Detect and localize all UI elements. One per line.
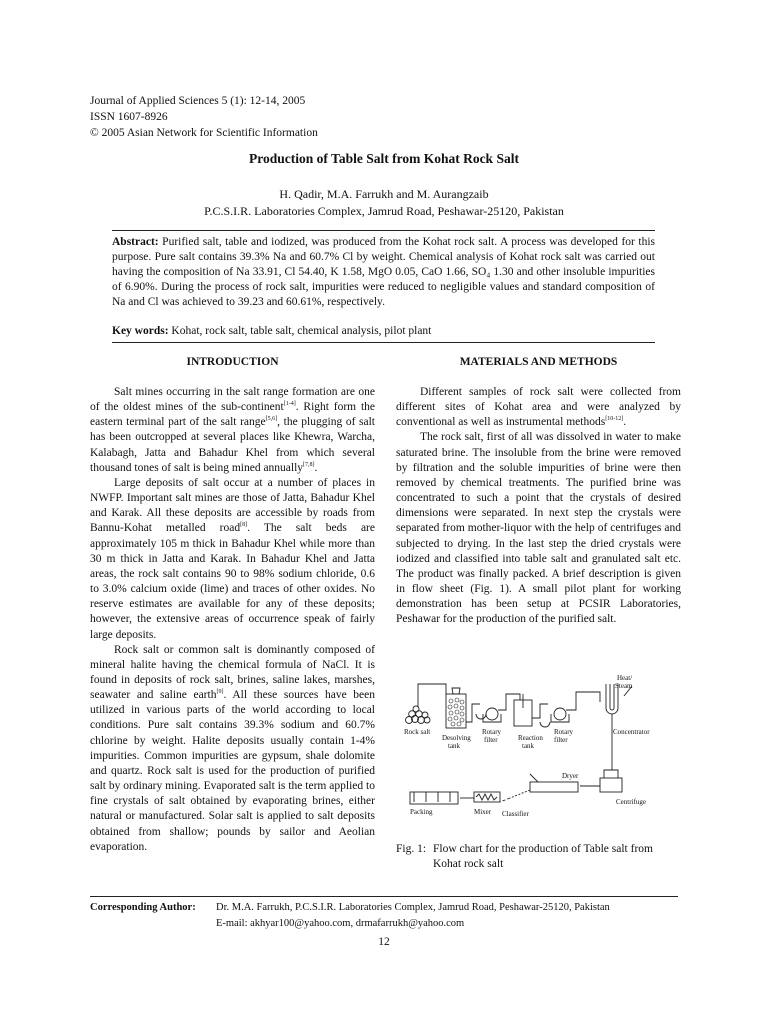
figure-caption-label: Fig. 1: [396,843,427,855]
abstract [112,235,655,310]
abstract-label: Abstract: [112,236,159,248]
methods-paragraph: Different samples of rock salt were collected from different sites of Kohat area and were analyzed by conventional as well as instrumental methods[10-12]. [396,386,681,429]
intro-paragraph: Salt mines occurring in the salt range formation are one of the oldest mines of the sub-continent[1-4]. Right form the eastern terminal part of the salt range[5,6], the plugging of salt has been outcropped at several places like Khewra, Warcha, Kalabagh, Jatta and Bahadur Khel from which several thousand tones of salt is being mined annually[7,8]. [90,386,375,474]
rotary-filter-1-icon [486,708,498,720]
label-rock-salt: Rock salt [404,728,431,736]
desolving-tank-icon [446,694,466,728]
label-rotary-1: Rotary [482,728,502,736]
keywords-label: Key words: [112,325,169,337]
label-filter-2: filter [554,736,568,744]
label-mixer: Mixer [474,808,492,816]
figure-caption-line-1: Flow chart for the production of Table salt from [433,843,653,855]
abstract-text: Purified salt, table and iodized, was produced from the Kohat rock salt. A process was developed for this purpose. Pure salt contains 39.3% Na and 60.7% Cl by weight. Chemical analysis of Kohat rock salt was carried out having the composition of Na 33.91, Cl 54.40, K 1.58, MgO 0.05, CaO 1.66, SO₄ 1.30 and other insoluble impurities of 6.90%. During the process of rock salt, impurities were reduced to negligible values and standard composition of Na and Cl was achieved to 39.23 and 60.61%, respectively. [112,236,655,308]
label-concentrator: Concentrator [613,728,650,736]
label-reaction-tank: tank [522,742,535,750]
flow-chart-figure [402,674,672,824]
label-reaction: Reaction [518,734,543,742]
intro-heading: INTRODUCTION [186,356,279,368]
footer-rule [90,896,678,897]
journal-citation: Journal of Applied Sciences 5 (1): 12-14, 2005 [90,95,306,107]
label-classifier: Classifier [502,810,529,818]
figure-caption-line-2: Kohat rock salt [433,858,504,870]
dryer-icon [530,782,578,792]
keywords-text: Kohat, rock salt, table salt, chemical analysis, pilot plant [171,325,432,337]
methods-heading: MATERIALS AND METHODS [459,356,618,368]
methods-body [396,385,681,628]
figure-caption [396,842,681,872]
label-dryer: Dryer [562,772,579,780]
packing-unit-icon [410,792,458,804]
keywords [112,325,655,337]
label-centrifuge: Centrifuge [616,798,646,806]
centrifuge-icon [600,778,622,792]
page-number: 12 [378,936,390,948]
pipe-bend-icon [476,714,486,719]
abstract-top-rule [112,230,655,231]
label-steam: Steam [615,682,633,690]
author-names: H. Qadir, M.A. Farrukh and M. Aurangzaib [279,187,489,201]
label-heat: Heat/ [617,674,633,682]
label-desolving-tank: tank [448,742,461,750]
intro-body [90,385,375,855]
journal-info [90,93,318,141]
journal-issn: ISSN 1607-8926 [90,111,168,123]
corresponding-author-email: E-mail: akhyar100@yahoo.com, drmafarrukh@yahoo.com [216,918,465,929]
intro-paragraph: Large deposits of salt occur at a number of places in NWFP. Important salt mines are those of Jatta, Bahadur Khel and Karak. All these deposits are accessible by roads from Bannu-Kohat metalled road[8]. The salt beds are approximately 105 m thick in Bahadur Khel while more than 30 m thick in Jatta and Karak. In Bahadur Khel and Jatta areas, the rock salt contains 90 to 98% sodium chloride, 0.6 to 3.0% calcium oxide (lime) and traces of other oxides. No reserve estimates are available for any of these deposits; however, the extensive areas of occurrence speak of fairly large deposits. [90,476,375,641]
authors-block [90,186,678,220]
journal-copyright: © 2005 Asian Network for Scientific Information [90,127,318,139]
rotary-filter-2-icon [554,708,566,720]
methods-paragraph: The rock salt, first of all was dissolved in water to make saturated brine. The insoluble from the brine were removed by filtration and the soluble impurities of brine were then removed by chemical treatments. The purified brine was concentrated to such a point that the crystals of desired dimensions were separated. In next step the crystals were separated from mother-liquor with the help of centrifuges and subjected to drying. In the last step the dried crystals were iodized and classified into table salt and granulated salt etc. The product was finally packed. A brief description is given in flow sheet (Fig. 1). A small pilot plant for working demonstration has been setup at PCSIR Laboratories, Peshawar for the production of the purified salt. [396,431,681,626]
corresponding-author-label: Corresponding Author: [90,902,196,913]
affiliation: P.C.S.I.R. Laboratories Complex, Jamrud Road, Peshawar-25120, Pakistan [204,204,564,218]
label-desolving: Desolving [442,734,471,742]
keywords-bottom-rule [112,342,655,343]
intro-paragraph: Rock salt or common salt is dominantly composed of mineral halite having the chemical formula of NaCl. It is found in deposits of rock salt, brines, saline lakes, marshes, seawater and saline earth[9]. All these sources have been utilized in various parts of the world according to local conditions. Pure salt contains 39.3% sodium and 60.7% chlorine by weight. Halite deposits usually contain 1-4% impurities. Common impurities are gypsum, shale dolomite and quartz. Rock salt is used for the production of purified salt by ordinary mining. Evaporated salt is the term applied to fine crystals of salt obtained by evaporating brines, either natural or manufactured. Solar salt is applied to salt deposits obtained from shallow; pounds by sailor and Aeolian evaporation. [90,643,375,853]
label-packing: Packing [410,808,433,816]
rock-salt-pile-icon [406,706,431,724]
paper-title: Production of Table Salt from Kohat Rock Salt [249,151,519,166]
corresponding-author [90,900,678,932]
corresponding-author-address: Dr. M.A. Farrukh, P.C.S.I.R. Laboratories Complex, Jamrud Road, Peshawar-25120, Pakistan [216,902,610,913]
label-rotary-2: Rotary [554,728,574,736]
label-filter-1: filter [484,736,498,744]
